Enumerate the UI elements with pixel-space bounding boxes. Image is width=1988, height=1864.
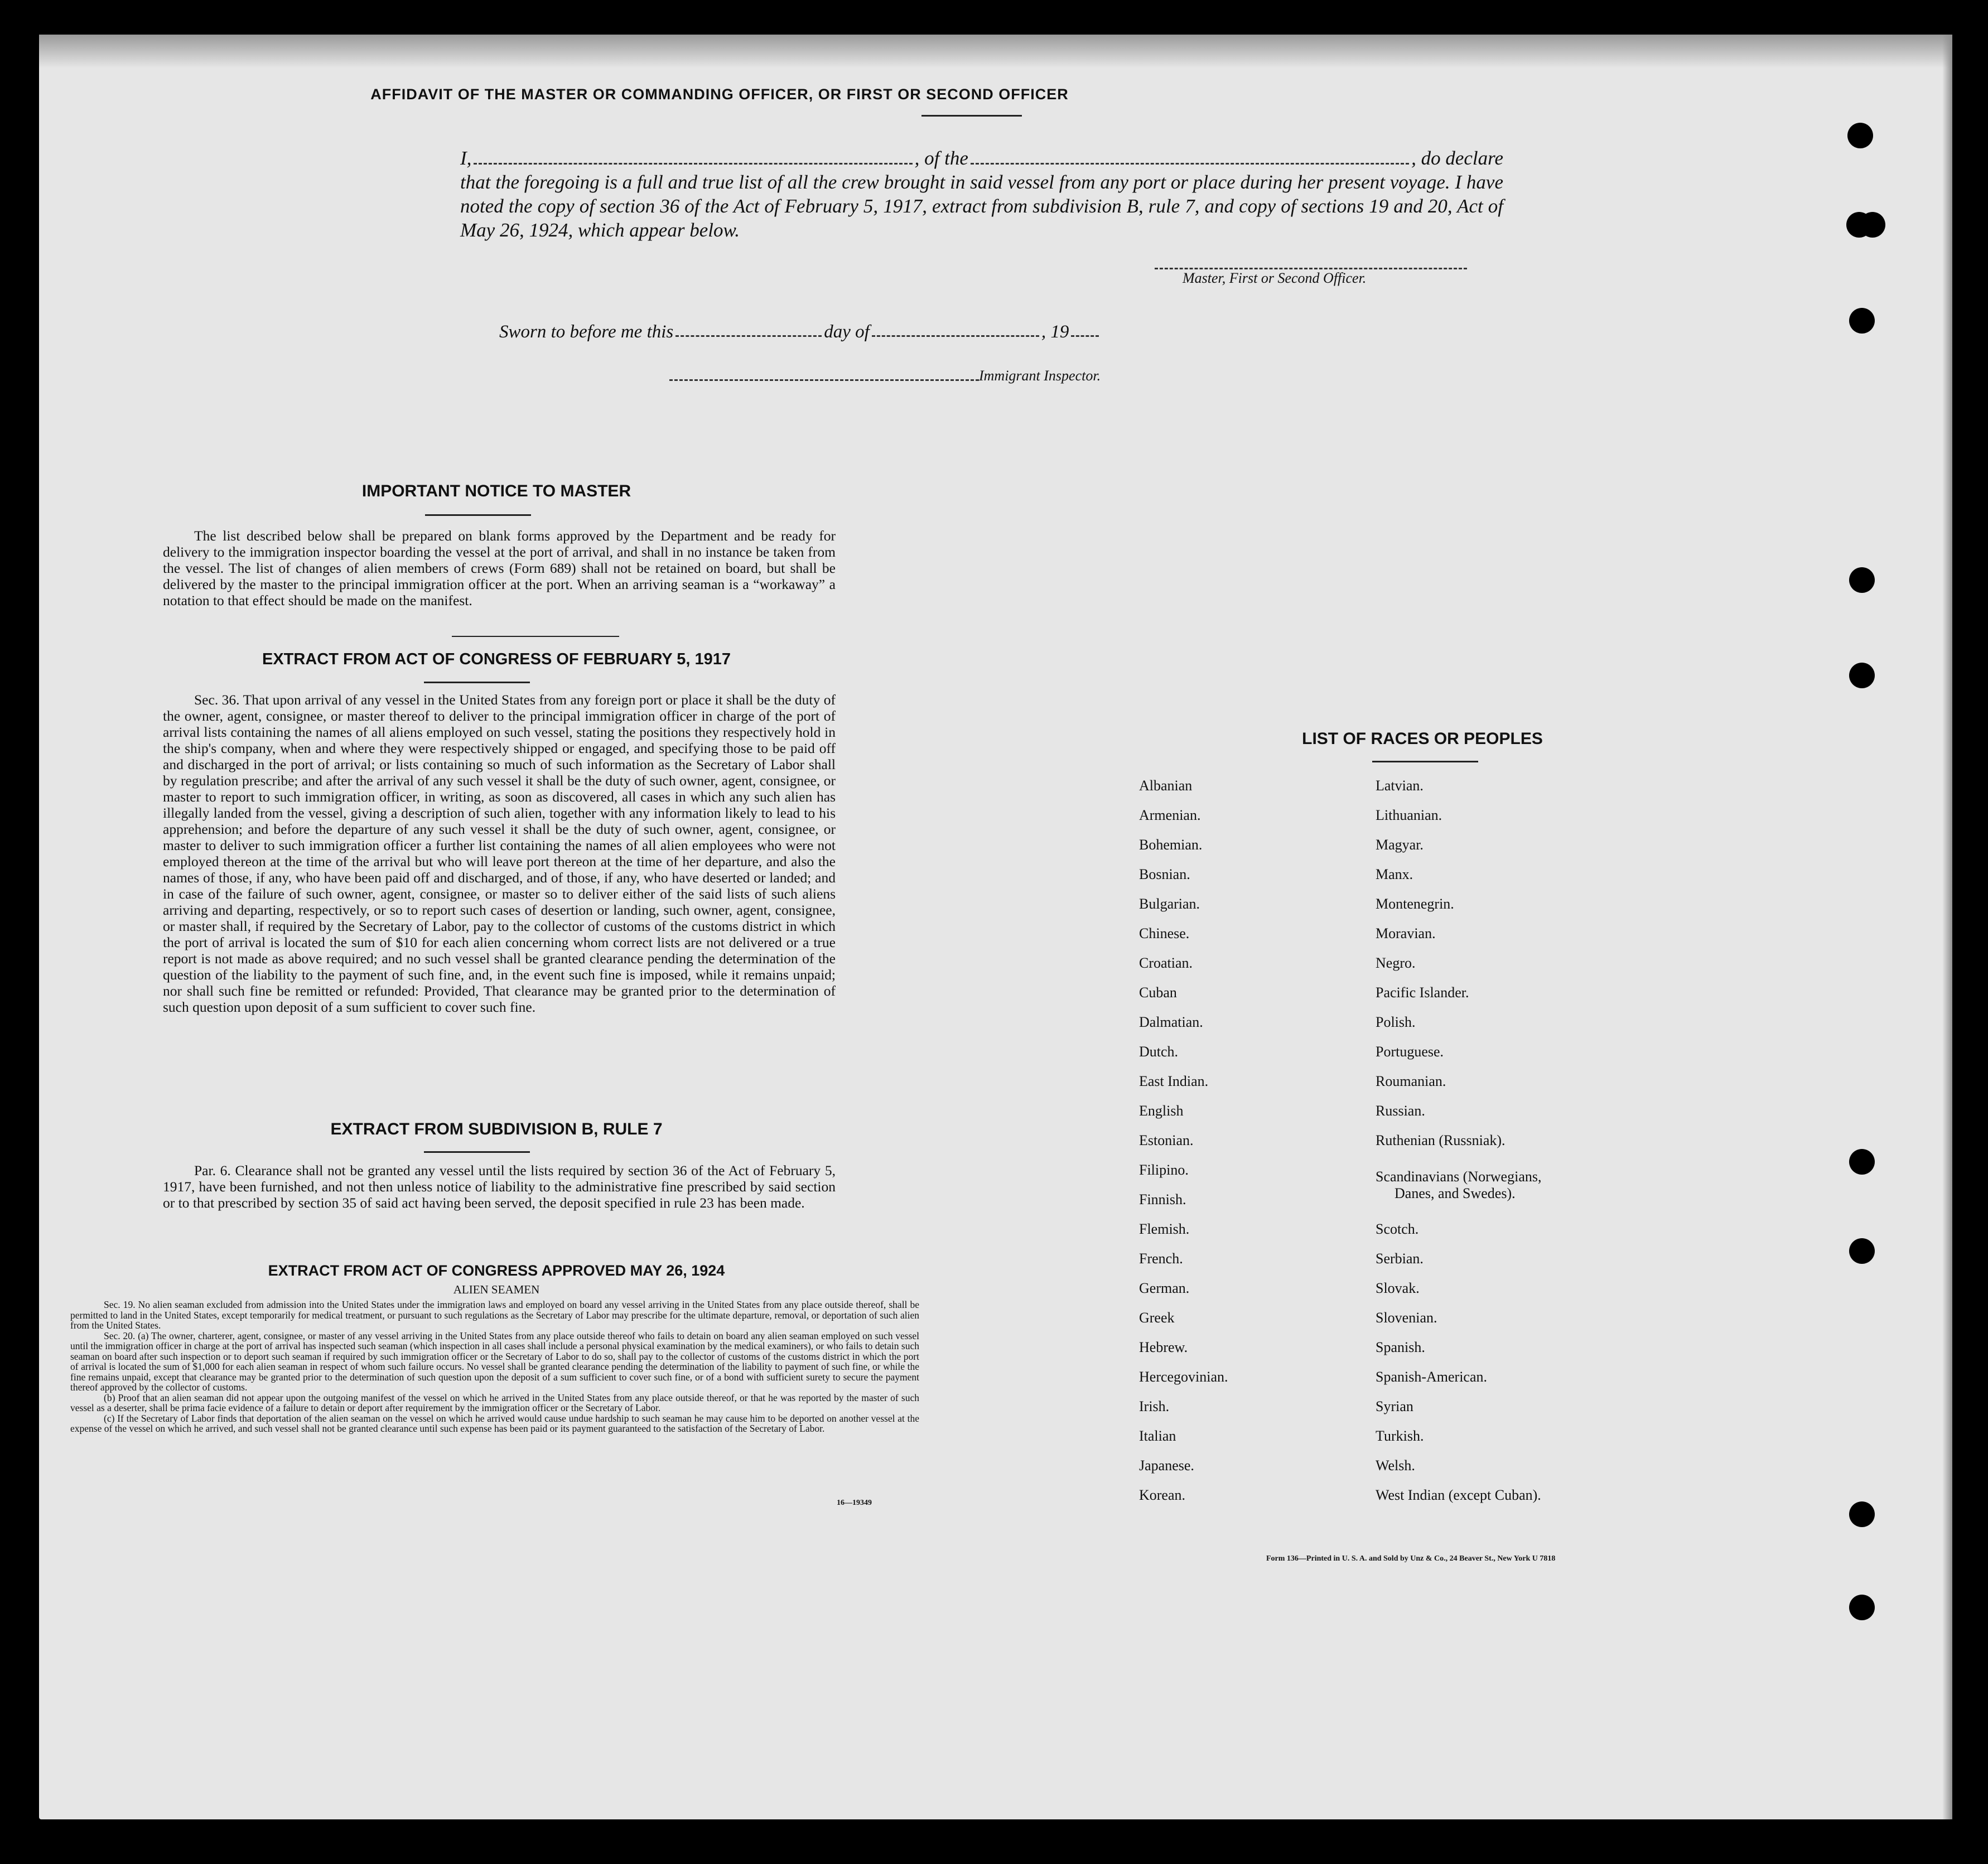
act-1917-title: EXTRACT FROM ACT OF CONGRESS OF FEBRUARY 5, 1917 [262,650,731,668]
race-item: Serbian. [1376,1250,1424,1267]
punch-hole [1849,1595,1875,1620]
affidavit-i: I, [460,147,472,169]
vessel-blank [971,146,1409,165]
race-item: Hercegovinian. [1139,1369,1228,1385]
divider [921,115,1022,117]
race-item: Syrian [1376,1398,1413,1414]
form-code: 16—19349 [837,1499,872,1507]
race-item: Estonian. [1139,1132,1194,1148]
affidavit-title: AFFIDAVIT OF THE MASTER OR COMMANDING OFFICER, OR FIRST OR SECOND OFFICER [370,86,1069,103]
race-item: Albanian [1139,778,1193,794]
race-item: Irish. [1139,1398,1170,1414]
master-signature-line [1155,268,1467,269]
race-item: German. [1139,1280,1190,1296]
race-item: Greek [1139,1310,1175,1326]
race-item: Hebrew. [1139,1339,1188,1355]
sworn-prefix: Sworn to before me this [499,322,674,342]
race-item: Roumanian. [1376,1073,1446,1089]
act-1917-body: Sec. 36. That upon arrival of any vessel in the United States from any foreign port or place it shall be the duty of the owner, agent, consignee, or master thereof to deliver to the principal immigration officer in charge of the port of arrival lists containing the names of all aliens employed on such vessel, stating the positions they respectively hold in the ship's company, when and where they were respectively shipped or engaged, and specifying those to be paid off and discharged in the port of arrival; or lists containing so much of such information as the Secretary of Labor shall by regulation prescribe; and after the arrival of any such vessel it shall be the duty of such owner, agent, consignee, or master to report to such immigration officer, in writing, as soon as discovered, all cases in which any such alien has illegally landed from the vessel, giving a description of such alien, together with any information likely to lead to his apprehension; and before the departure of any such vessel it shall be the duty of such owner, agent, consignee, or master to deliver to such immigration officer a further list containing the names of all alien employees who were not employed thereon at the time of the arrival but who will leave port thereon at the time of her departure, and also the names of those, if any, who have been paid off and discharged, and of those, if any, who have deserted or landed; and in case of the failure of such owner, agent, consignee, or master so to deliver either of the said lists of such aliens arriving and departing, respectively, or so to report such cases of desertion or landing, such owner, agent, consignee, or master shall, if required by the Secretary of Labor, pay to the collector of customs of the customs district in which the port of arrival is located the sum of $10 for each alien concerning whom correct lists are not delivered or a true report is not made as above required; and no such vessel shall be granted clearance pending the determination of the question of the liability to the payment of such fine, and, in the event such fine is imposed, while it remains unpaid; nor shall such fine be remitted or refunded: Provided, That clearance may be granted prior to the determination of such question upon deposit of a sum sufficient to cover such fine. [163,692,836,1015]
race-item: Croatian. [1139,955,1193,971]
race-item: Ruthenian (Russniak). [1376,1132,1506,1148]
affidavit-of-the: , of the [914,147,968,169]
race-item: Manx. [1376,866,1413,882]
master-signature-label: Master, First or Second Officer. [1183,270,1367,286]
divider [425,514,531,516]
rule-7-title: EXTRACT FROM SUBDIVISION B, RULE 7 [330,1120,663,1138]
race-item: Italian [1139,1428,1176,1444]
race-item: Japanese. [1139,1457,1194,1474]
race-item: Turkish. [1376,1428,1424,1444]
year-blank [1071,322,1099,337]
inspector-line [669,368,1101,384]
name-blank [474,146,912,165]
sec-20b-paragraph: (b) Proof that an alien seaman did not appear upon the outgoing manifest of the vessel on which he arrived in the United States from any place outside thereof, or that he was reported by the master of such vessel as a deserter, shall be prima facie evidence of a failure to detain or deport after requirement by the immigration officer or the Secretary of Labor. [70,1392,919,1413]
race-item: Lithuanian. [1376,807,1442,823]
divider [1372,761,1478,762]
form-sheet [39,35,1952,1819]
race-item: Slovenian. [1376,1310,1437,1326]
race-item: Latvian. [1376,778,1424,794]
race-item: Spanish. [1376,1339,1425,1355]
sec-20a-paragraph: Sec. 20. (a) The owner, charterer, agent, consignee, or master of any vessel arriving in the United States from any place outside thereof who fails to detain on board any alien seaman employed on such vessel until the immigration officer in charge at the port of arrival has inspected such seaman (which inspection in all cases shall include a personal physical examination by the medical examiners), or who fails to detain such seaman on board after such inspection or to deport such seaman if required by such immigration officer or the Secretary of Labor to do so, shall pay to the collector of customs of the customs district in which the port of arrival is located the sum of $1,000 for each alien seaman in respect of whom such failure occurs. No vessel shall be granted clearance pending the determination of the liability to payment of such fine, or while the fine remains unpaid, except that clearance may be granted prior to the determination of such question upon the deposit of a sum sufficient to cover such fine, or of a bond with sufficient surety to secure the payment thereof approved by the collector of customs. [70,1330,919,1393]
races-title: LIST OF RACES OR PEOPLES [1302,730,1543,748]
race-item: Magyar. [1376,837,1424,853]
race-item: Finnish. [1139,1191,1186,1208]
form-printer-note: Form 136—Printed in U. S. A. and Sold by Unz & Co., 24 Beaver St., New York U 7818 [1266,1554,1556,1563]
race-item: Portuguese. [1376,1044,1444,1060]
race-item: Spanish-American. [1376,1369,1488,1385]
act-1924-subtitle: ALIEN SEAMEN [453,1283,540,1296]
divider [424,682,530,683]
race-item: Korean. [1139,1487,1186,1503]
punch-hole [1849,663,1875,688]
punch-hole [1847,123,1873,148]
race-item: Chinese. [1139,925,1190,941]
race-item: Bosnian. [1139,866,1190,882]
race-item: Flemish. [1139,1221,1190,1237]
sworn-line [499,322,1180,342]
day-blank [675,322,822,337]
race-item: Pacific Islander. [1376,984,1469,1001]
race-item: Bulgarian. [1139,896,1200,912]
race-item: Slovak. [1376,1280,1420,1296]
rule-7-body: Par. 6. Clearance shall not be granted any vessel until the lists required by section 36 of the Act of February 5, 1917, have been furnished, and not then unless notice of liability to the administrative fine prescribed by said section or to that prescribed by section 35 of said act having been served, the deposit specified in rule 23 has been made. [163,1162,836,1211]
race-item: East Indian. [1139,1073,1209,1089]
notice-body: The list described below shall be prepared on blank forms approved by the Department and be ready for delivery to the immigration inspector boarding the vessel at the port of arrival, and shall in no instance be taken from the vessel. The list of changes of alien members of crews (Form 689) shall not be retained on board, but shall be delivered by the master to the principal immigration officer at the port. When an arriving seaman is a “workaway” a notation to that effect should be made on the manifest. [163,528,836,609]
race-item: West Indian (except Cuban). [1376,1487,1541,1503]
race-item: Bohemian. [1139,837,1203,853]
affidavit-do-declare: , do declare [1411,147,1504,169]
sworn-year: , 19 [1041,322,1069,342]
race-item: Negro. [1376,955,1416,971]
notice-title: IMPORTANT NOTICE TO MASTER [361,482,631,500]
inspector-signature-line [669,379,979,381]
inspector-label: Immigrant Inspector. [979,368,1101,384]
punch-hole [1849,567,1875,593]
month-blank [872,322,1039,337]
affidavit-body [460,146,1503,242]
punch-hole [1849,308,1875,334]
act-1924-body [70,1300,919,1434]
sworn-day-of: day of [824,322,870,342]
race-item: Moravian. [1376,925,1436,941]
divider [452,636,619,637]
race-item: Dutch. [1139,1044,1179,1060]
divider [424,1151,530,1153]
race-item: Cuban [1139,984,1177,1001]
race-item: Filipino. [1139,1162,1189,1178]
race-item: Welsh. [1376,1457,1415,1474]
race-item: Dalmatian. [1139,1014,1203,1030]
race-item: Russian. [1376,1103,1425,1119]
act-1924-title: EXTRACT FROM ACT OF CONGRESS APPROVED MAY 26, 1924 [268,1262,725,1279]
race-item: English [1139,1103,1184,1119]
punch-hole [1849,1501,1875,1527]
punch-hole [1849,1238,1875,1264]
punch-hole [1849,1149,1875,1175]
race-item: Montenegrin. [1376,896,1454,912]
affidavit-text: that the foregoing is a full and true list of all the crew brought in said vessel from any port or place during her present voyage. I have noted the copy of section 36 of the Act of February 5, 1917, extract from subdivision B, rule 7, and copy of sections 19 and 20, Act of May 26, 1924, which appear below. [460,171,1503,241]
race-item: Scandinavians (Norwegians, [1376,1168,1542,1185]
race-item: Armenian. [1139,807,1201,823]
race-item: French. [1139,1250,1183,1267]
race-item: Scotch. [1376,1221,1419,1237]
punch-hole [1860,212,1885,238]
race-item: Polish. [1376,1014,1416,1030]
affidavit-declaration-line [460,146,1503,170]
race-item-continuation: Danes, and Swedes). [1395,1185,1516,1201]
sec-19-paragraph: Sec. 19. No alien seaman excluded from admission into the United States under the immigration laws and employed on board any vessel arriving in the United States from any place outside thereof, shall be permitted to land in the United States, except temporarily for medical treatment, or pursuant to such regulations as the Secretary of Labor may prescribe for the ultimate departure, removal, or deportation of such alien from the United States. [70,1299,919,1331]
sec-20c-paragraph: (c) If the Secretary of Labor finds that deportation of the alien seaman on the vessel on which he arrived would cause undue hardship to such seaman he may cause him to be deported on another vessel at the expense of the vessel on which he arrived, and such vessel shall not be granted clearance until such expense has been paid or its payment guaranteed to the satisfaction of the Secretary of Labor. [70,1412,919,1434]
